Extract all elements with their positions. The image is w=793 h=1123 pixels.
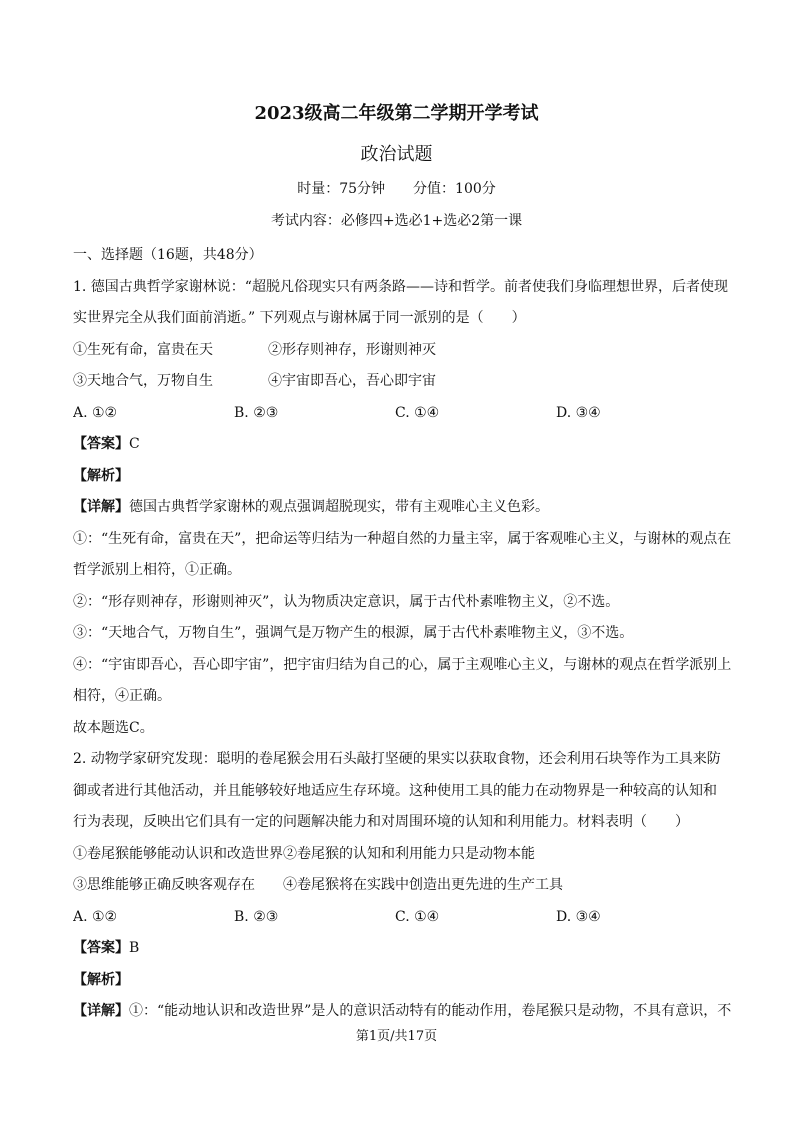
q2-item-4: ④卷尾猴将在实践中创造出更先进的生产工具 (283, 877, 563, 893)
answer-value: B (129, 940, 140, 956)
exam-score: 分值：100分 (413, 181, 496, 197)
q1-analysis-label: 【解析】 (73, 467, 129, 484)
detail-label: 【详解】 (73, 1003, 129, 1019)
q2-items-row1 (73, 839, 733, 871)
exam-subtitle: 政治试题 (360, 144, 433, 165)
q1-options (73, 398, 733, 430)
q1-items-row2 (73, 366, 733, 398)
q1-explain-3: ③：“天地合气，万物自生”，强调气是万物产生的根源，属于古代朴素唯物主义，③不选。 (73, 625, 634, 641)
q2-items-row2 (73, 870, 733, 902)
q2-stem-line1: 2. 动物学家研究发现：聪明的卷尾猴会用石头敲打坚硬的果实以获取食物，还会利用石块等作为工具来防 (73, 751, 721, 767)
exam-content (73, 240, 733, 1028)
q2-item-3: ③思维能够正确反映客观存在 (73, 877, 255, 893)
q1-explain-1-line2: 哲学派别上相符，①正确。 (73, 562, 241, 578)
q1-item-4: ④宇宙即吾心，吾心即宇宙 (268, 373, 436, 389)
q1-items-row1 (73, 335, 733, 367)
answer-label: 【答案】 (73, 436, 129, 452)
q1-option-b: B. ②③ (234, 404, 279, 421)
q1-stem-line2: 实世界完全从我们面前消逝。” 下列观点与谢林属于同一派别的是（ ） (73, 310, 526, 326)
q1-explain-4-line2: 相符，④正确。 (73, 688, 171, 704)
q2-options (73, 902, 733, 934)
q1-stem-line1: 1. 德国古典哲学家谢林说：“超脱凡俗现实只有两条路——诗和哲学。前者使我们身临理想世界，后者使现 (73, 278, 728, 295)
detail-label: 【详解】 (73, 499, 129, 515)
q1-option-d: D. ③④ (556, 404, 601, 421)
q1-item-2: ②形存则神存，形谢则神灭 (268, 341, 436, 358)
q2-option-c: C. ①④ (395, 908, 440, 925)
q2-answer (73, 933, 733, 965)
q2-option-d: D. ③④ (556, 908, 601, 925)
detail-text: 德国古典哲学家谢林的观点强调超脱现实，带有主观唯心主义色彩。 (129, 499, 549, 515)
q1-item-3: ③天地合气，万物自生 (73, 373, 213, 389)
q1-option-a: A. ①② (73, 404, 118, 421)
q1-explain-2: ②：“形存则神存，形谢则神灭”，认为物质决定意识，属于古代朴素唯物主义，②不选。 (73, 593, 620, 610)
q2-option-a: A. ①② (73, 908, 118, 925)
q2-detail (73, 996, 733, 1028)
q1-item-1: ①生死有命，富贵在天 (73, 341, 213, 358)
section-heading: 一、选择题（16题，共48分） (73, 247, 263, 263)
exam-meta-time-score (0, 178, 793, 198)
q1-option-c: C. ①④ (395, 404, 440, 421)
q2-stem-line2: 御或者进行其他活动，并且能够较好地适应生存环境。这种使用工具的能力在动物界是一种较高的认知和 (73, 782, 717, 799)
answer-value: C (129, 436, 140, 452)
exam-time: 时量：75分钟 (297, 181, 386, 197)
q2-item-2: ②卷尾猴的认知和利用能力只是动物本能 (283, 845, 535, 862)
detail-text: ①：“能动地认识和改造世界”是人的意识活动特有的能动作用，卷尾猴只是动物，不具有意识，不 (129, 1003, 732, 1019)
exam-title: 2023级高二年级第二学期开学考试 (254, 103, 539, 124)
q1-answer (73, 429, 733, 461)
q2-analysis-label: 【解析】 (73, 971, 129, 988)
q1-explain-4-line1: ④：“宇宙即吾心，吾心即宇宙”，把宇宙归结为自己的心，属于主观唯心主义，与谢林的观点在哲学派别上 (73, 656, 732, 673)
answer-label: 【答案】 (73, 940, 129, 956)
q2-item-1: ①卷尾猴能够能动认识和改造世界 (73, 845, 283, 862)
exam-scope: 考试内容：必修四+选必1+选必2第一课 (270, 213, 523, 229)
page-footer: 第1页/共17页 (355, 1029, 438, 1044)
q1-detail (73, 492, 733, 524)
q2-stem-line3: 行为表现，反映出它们具有一定的问题解决能力和对周围环境的认知和利用能力。材料表明（ ） (73, 814, 689, 830)
q1-explain-1-line1: ①：“生死有命，富贵在天”，把命运等归结为一种超自然的力量主宰，属于客观唯心主义，与谢林的观点在 (73, 530, 732, 547)
q1-conclusion: 故本题选C。 (73, 719, 154, 736)
q2-option-b: B. ②③ (234, 908, 279, 925)
